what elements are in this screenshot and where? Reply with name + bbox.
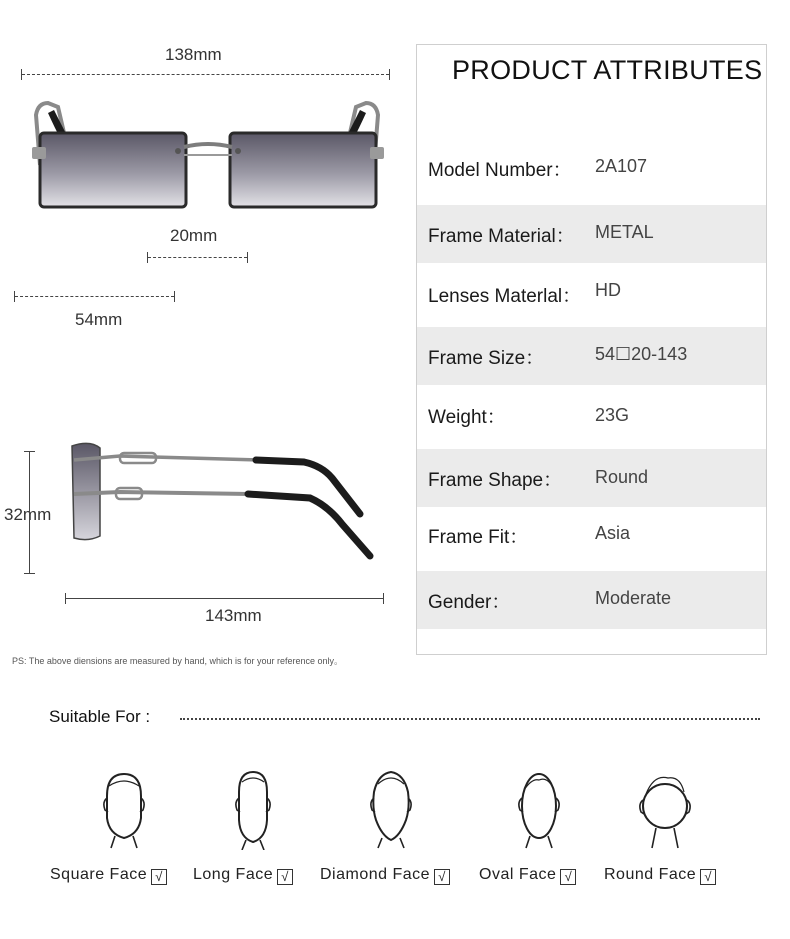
temple-dimension-label: 143mm bbox=[205, 606, 262, 625]
checkbox-icon: √ bbox=[151, 869, 167, 885]
dotted-divider bbox=[180, 718, 760, 720]
face-label-text: Round Face bbox=[604, 866, 697, 883]
measurement-note: PS: The above diensions are measured by hand, which is for your reference only。 bbox=[12, 656, 344, 666]
attribute-row-gender bbox=[417, 571, 766, 629]
diamond-face-icon bbox=[360, 768, 422, 850]
side-view-glasses bbox=[60, 436, 390, 576]
attribute-key: Model Number： bbox=[428, 160, 572, 181]
checkbox-icon: √ bbox=[277, 869, 293, 885]
attribute-value: Round bbox=[595, 467, 649, 487]
attribute-row-frame-shape bbox=[417, 449, 766, 507]
attribute-row-frame-fit bbox=[417, 507, 766, 571]
temple-dimension-line bbox=[66, 598, 383, 599]
checkbox-icon: √ bbox=[700, 869, 716, 885]
attribute-value: Moderate bbox=[595, 588, 672, 608]
attribute-row-frame-size bbox=[417, 327, 766, 385]
front-view-glasses bbox=[18, 95, 398, 220]
attribute-row-frame-material bbox=[417, 205, 766, 263]
attribute-key: Gender： bbox=[428, 592, 511, 613]
attribute-key: Frame Fit： bbox=[428, 527, 529, 548]
attribute-row-lenses-material bbox=[417, 263, 766, 327]
attribute-key: Frame Material： bbox=[428, 226, 575, 247]
face-label-text: Diamond Face bbox=[320, 866, 431, 883]
height-dimension-line bbox=[29, 452, 30, 573]
attribute-key: Lenses Materlal： bbox=[428, 286, 582, 307]
face-label-text: Square Face bbox=[50, 866, 148, 883]
attribute-value: METAL bbox=[595, 222, 654, 242]
long-face-icon bbox=[222, 768, 284, 850]
attribute-row-model bbox=[417, 137, 766, 197]
round-face-icon bbox=[634, 768, 696, 850]
face-label-diamond bbox=[320, 866, 450, 884]
width-dimension-label: 138mm bbox=[165, 45, 222, 64]
face-label-oval bbox=[479, 866, 576, 884]
checkbox-icon: √ bbox=[560, 869, 576, 885]
lens-dimension-label: 54mm bbox=[75, 310, 123, 329]
bridge-dimension-line bbox=[148, 257, 247, 258]
attribute-key: Frame Shape： bbox=[428, 470, 563, 491]
height-dimension-label: 32mm bbox=[4, 505, 52, 524]
face-label-round bbox=[604, 866, 716, 884]
attribute-key: Weight： bbox=[428, 407, 506, 428]
face-label-text: Long Face bbox=[193, 866, 274, 883]
attribute-value: HD bbox=[595, 280, 621, 300]
attribute-value: Asia bbox=[595, 523, 631, 543]
bridge-dimension-label: 20mm bbox=[170, 226, 218, 245]
suitable-for-label: Suitable For : bbox=[49, 707, 151, 726]
lens-dimension-line bbox=[15, 296, 174, 297]
oval-face-icon bbox=[508, 768, 570, 850]
checkbox-icon: √ bbox=[434, 869, 450, 885]
attribute-value: 54☐20-143 bbox=[595, 344, 688, 364]
attributes-title: PRODUCT ATTRIBUTES bbox=[452, 55, 763, 85]
attribute-row-weight bbox=[417, 385, 766, 449]
width-dimension-line bbox=[22, 74, 389, 75]
face-label-long bbox=[193, 866, 293, 884]
product-attributes-table bbox=[416, 44, 767, 655]
square-face-icon bbox=[93, 768, 155, 850]
face-label-text: Oval Face bbox=[479, 866, 557, 883]
attribute-value: 2A107 bbox=[595, 156, 648, 176]
attribute-key: Frame Size： bbox=[428, 348, 545, 369]
face-label-square bbox=[50, 866, 167, 884]
attribute-value: 23G bbox=[595, 405, 630, 425]
